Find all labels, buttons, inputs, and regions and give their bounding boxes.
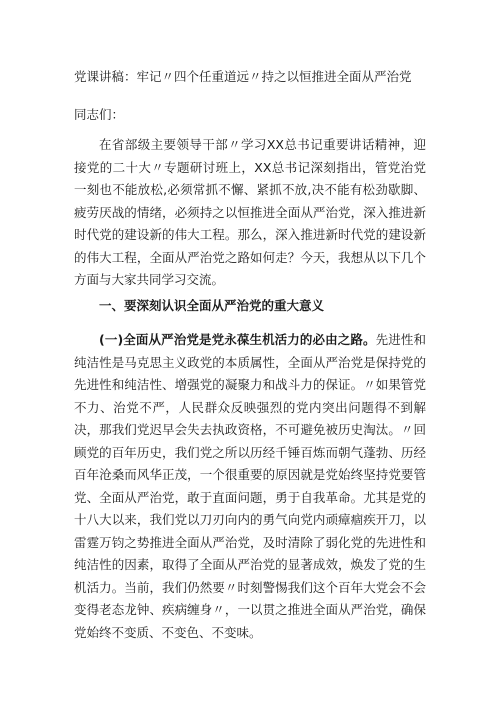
paragraph-2-lead: (一)全面从严治党是党永葆生机活力的必由之路。 bbox=[99, 332, 376, 347]
salutation: 同志们： bbox=[74, 107, 125, 122]
section-heading: 一、要深刻认识全面从严治党的重大意义 bbox=[99, 298, 325, 313]
document-title: 党课讲稿：牢记〃四个任重道远〃持之以恒推进全面从严治党 bbox=[74, 69, 412, 84]
paragraph-1: 在省部级主要领导干部〃学习XX总书记重要讲话精神，迎接党的二十大〃专题研讨班上，XX总书记深刻指出，管党治党一刻也不能放松,必须常抓不懈、紧抓不放,决不能有松劲歇脚、疲劳厌战的情绪，必须持之以恒推进全面从严治党，深入推进新时代党的建设新的伟大工程。那么，深入推进新时代党的建设新的伟大工程，全面从严治党之路如何走？今天，我想从以下几个方面与大家共同学习交流。 bbox=[74, 137, 426, 287]
paragraph-2-body: 先进性和纯洁性是马克思主义政党的本质属性，全面从严治党是保持党的先进性和纯洁性、增强党的凝聚力和战斗力的保证。〃如果管党不力、治党不严，人民群众反映强烈的党内突出问题得不到解决，那我们党迟早会失去执政资格，不可避免被历史淘汰。〃回顾党的百年历史，我们党之所以历经千锤百炼而朝气蓬勃、历经百年沧桑而风华正茂，一个很重要的原因就是党始终坚持党要管党、全面从严治党，敢于直面问题，勇于自我革命。尤其是党的十八大以来，我们党以刀刃向内的勇气向党内顽瘴痼疾开刀，以雷霆万钧之势推进全面从严治党，及时清除了弱化党的先进性和纯洁性的因素，取得了全面从严治党的显著成效，焕发了党的生机活力。当前，我们仍然要〃时刻警惕我们这个百年大党会不会变得老态龙钟、疾病缠身〃，一以贯之推进全面从严治党，确保党始终不变质、不变色、不变味。 bbox=[74, 332, 426, 640]
paragraph-2 bbox=[74, 329, 426, 644]
